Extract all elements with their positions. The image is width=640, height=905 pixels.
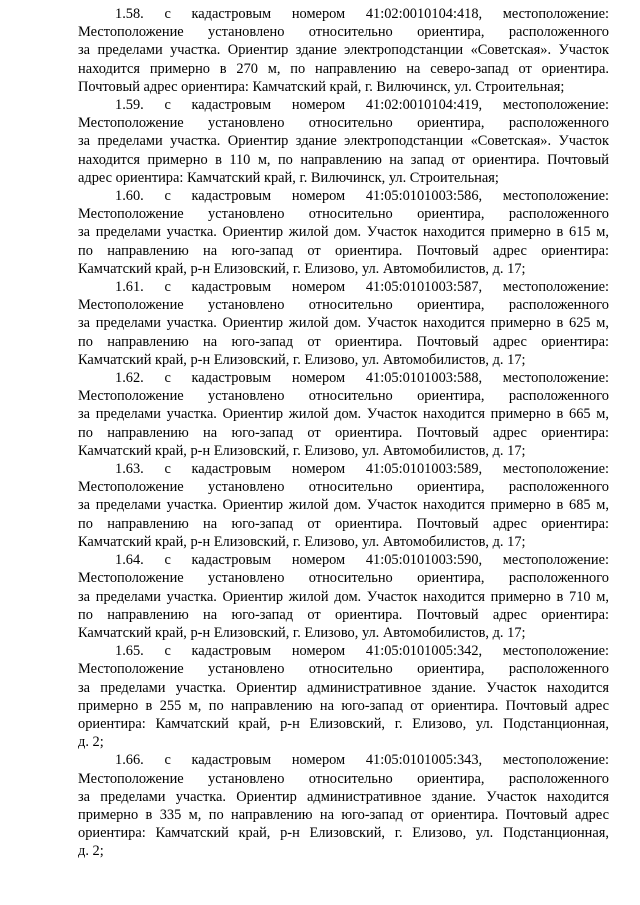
list-item-1-59 [78,96,609,187]
list-item-1-66 [78,751,609,860]
paragraph-line: за пределами участка. Ориентир жилой дом. Участок находится примерно в 665 м, [78,406,609,423]
paragraph-line: 1.60. с кадастровым номером 41:05:0101003:586, местоположение: [115,188,609,205]
paragraph-line: 1.61. с кадастровым номером 41:05:0101003:587, местоположение: [115,279,609,296]
list-item-1-62 [78,369,609,460]
list-item-1-58 [78,5,609,96]
paragraph-line: за пределами участка. Ориентир жилой дом. Участок находится примерно в 710 м, [78,588,609,605]
paragraph-line: за пределами участка. Ориентир жилой дом. Участок находится примерно в 615 м, [78,224,609,241]
paragraph-line: Местоположение установлено относительно ориентира, расположенного [78,570,609,587]
paragraph-line: Камчатский край, р-н Елизовский, г. Елизово, ул. Автомобилистов, д. 17; [78,442,526,459]
paragraph-line: примерно в 335 м, по направлению на юго-запад от ориентира. Почтовый адрес [78,806,609,823]
paragraph-line: Местоположение установлено относительно ориентира, расположенного [78,388,609,405]
list-item-1-65 [78,642,609,751]
paragraph-line: по направлению на юго-запад от ориентира. Почтовый адрес ориентира: [78,242,609,259]
paragraph-line: Местоположение установлено относительно ориентира, расположенного [78,479,609,496]
paragraph-line: 1.58. с кадастровым номером 41:02:0010104:418, местоположение: [115,6,609,22]
paragraph-line: Почтовый адрес ориентира: Камчатский край, г. Вилючинск, ул. Строительная; [78,78,565,95]
paragraph-line: за пределами участка. Ориентир здание электроподстанции «Советская». Участок [78,133,609,150]
paragraph-line: 1.59. с кадастровым номером 41:02:0010104:419, местоположение: [115,97,609,114]
paragraph-line: Камчатский край, р-н Елизовский, г. Елизово, ул. Автомобилистов, д. 17; [78,351,526,368]
paragraph-line: Местоположение установлено относительно ориентира, расположенного [78,206,609,223]
paragraph-line: Камчатский край, р-н Елизовский, г. Елизово, ул. Автомобилистов, д. 17; [78,533,526,550]
paragraph-line: ориентира: Камчатский край, р-н Елизовский, г. Елизово, ул. Подстанционная, [78,825,609,842]
paragraph-line: адрес ориентира: Камчатский край, г. Вилючинск, ул. Строительная; [78,169,499,186]
paragraph-line: 1.65. с кадастровым номером 41:05:0101005:342, местоположение: [115,643,609,660]
paragraph-line: 1.66. с кадастровым номером 41:05:0101005:343, местоположение: [115,752,609,769]
list-item-1-60 [78,187,609,278]
paragraph-line: Местоположение установлено относительно ориентира, расположенного [78,661,609,678]
paragraph-line: по направлению на юго-запад от ориентира. Почтовый адрес ориентира: [78,333,609,350]
paragraph-line: за пределами участка. Ориентир жилой дом. Участок находится примерно в 685 м, [78,497,609,514]
paragraph-line: по направлению на юго-запад от ориентира. Почтовый адрес ориентира: [78,606,609,623]
list-item-1-61 [78,278,609,369]
paragraph-line: примерно в 255 м, по направлению на юго-запад от ориентира. Почтовый адрес [78,697,609,714]
paragraph-line: за пределами участка. Ориентир жилой дом. Участок находится примерно в 625 м, [78,315,609,332]
paragraph-line: 1.62. с кадастровым номером 41:05:0101003:588, местоположение: [115,370,609,387]
paragraph-line: Камчатский край, р-н Елизовский, г. Елизово, ул. Автомобилистов, д. 17; [78,624,526,641]
paragraph-line: за пределами участка. Ориентир административное здание. Участок находится [78,679,609,696]
paragraph-line: Местоположение установлено относительно ориентира, расположенного [78,770,609,787]
paragraph-line: находится примерно в 270 м, по направлению на северо-запад от ориентира. [78,60,609,77]
paragraph-line: д. 2; [78,734,104,751]
paragraph-line: Камчатский край, р-н Елизовский, г. Елизово, ул. Автомобилистов, д. 17; [78,260,526,277]
paragraph-line: Местоположение установлено относительно ориентира, расположенного [78,297,609,314]
paragraph-line: 1.64. с кадастровым номером 41:05:0101003:590, местоположение: [115,552,609,569]
paragraph-line: находится примерно в 110 м, по направлению на запад от ориентира. Почтовый [78,151,609,168]
paragraph-line: Местоположение установлено относительно ориентира, расположенного [78,24,609,41]
paragraph-line: Местоположение установлено относительно ориентира, расположенного [78,115,609,132]
paragraph-line: за пределами участка. Ориентир здание электроподстанции «Советская». Участок [78,42,609,59]
paragraph-line: за пределами участка. Ориентир административное здание. Участок находится [78,788,609,805]
paragraph-line: по направлению на юго-запад от ориентира. Почтовый адрес ориентира: [78,515,609,532]
paragraph-line: д. 2; [78,843,104,860]
paragraph-line: 1.63. с кадастровым номером 41:05:0101003:589, местоположение: [115,461,609,478]
paragraph-line: по направлению на юго-запад от ориентира. Почтовый адрес ориентира: [78,424,609,441]
paragraph-line: ориентира: Камчатский край, р-н Елизовский, г. Елизово, ул. Подстанционная, [78,715,609,732]
list-item-1-64 [78,551,609,642]
list-item-1-63 [78,460,609,551]
